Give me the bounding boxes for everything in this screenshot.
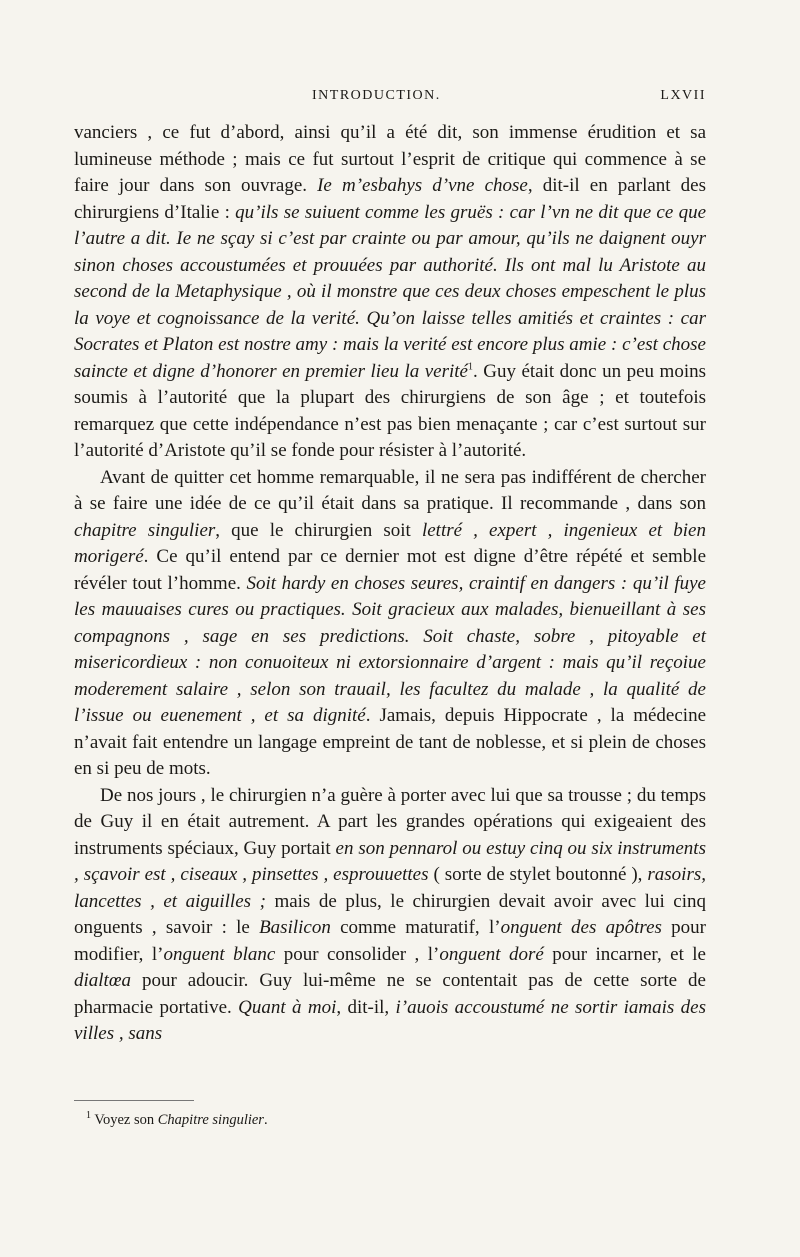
footnote-divider	[74, 1100, 194, 1101]
paragraph-2	[74, 465, 706, 783]
text-run: . Ce qu’il entend par ce dernier mot est digne d’être répété et semble révéler tout l’homme.	[74, 546, 706, 594]
italic-run: dialtœa	[74, 970, 132, 991]
italic-run: onguent blanc	[163, 943, 276, 965]
italic-run: rasoirs, lancettes , et aiguilles ;	[74, 864, 706, 912]
text-run: . Guy était donc un peu moins soumis à l’autorité que la plupart des chirurgiens de son âge ; et toutefois remarquez que cette indépendance n’est pas bien menaçante ; car c’est surtout sur l’autorité d’Aristote qu’il se fonde pour résister à l’autorité.	[74, 360, 706, 461]
text-run: Avant de quitter cet homme remarquable, il ne sera pas indifférent de chercher à se faire une idée de ce qu’il était dans sa pratique. Il recommande , dans son	[74, 466, 706, 514]
italic-run: onguent des apôtres	[500, 917, 662, 938]
text-run: De nos jours , le chirurgien n’a guère à porter avec lui que sa trousse ; du temps de Guy il en était autrement. A part les grandes opérations qui exigeaient des instruments spéciaux, Guy portait	[74, 784, 706, 859]
italic-run: Quant à moi	[238, 996, 337, 1018]
running-title: INTRODUCTION.	[312, 88, 441, 103]
italic-run: onguent doré	[439, 943, 544, 965]
text-run: , que le chirurgien soit	[215, 519, 422, 541]
text-run: pour modifier, l’	[74, 917, 707, 965]
text-run: . Jamais, depuis Hippocrate , la médecine n’avait fait entendre un langage empreint de tant de noblesse, et si plein de choses en si peu de mots.	[74, 705, 706, 779]
text-run: ( sorte de stylet boutonné ),	[428, 864, 648, 885]
footnote-text: Voyez son	[94, 1112, 158, 1128]
italic-run: Basilicon	[259, 917, 331, 938]
italic-run: Ie m’esbahys d’vne chose	[317, 175, 528, 196]
page-header	[74, 88, 706, 112]
footnote-marker: 1	[86, 1110, 91, 1122]
italic-run: i’auois accoustumé ne sortir iamais des villes , sans	[74, 996, 706, 1044]
text-run: , dit-il,	[336, 996, 396, 1018]
page-number: LXVII	[660, 88, 706, 103]
footnote-end: .	[263, 1112, 268, 1128]
text-run: pour adoucir. Guy lui-même ne se contentait pas de cette sorte de pharmacie portative.	[74, 970, 706, 1018]
italic-run: qu’ils se suiuent comme les gruës : car l’vn ne dit que ce que l’autre a dit. Ie ne sçay si c’est par crainte ou par amour, qu’ils ne daignent ouyr sinon choses accoustumées et prouuées par authorité. Ils ont mal lu Aristote au second de la Metaphysique , où il monstre que ces deux choses empeschent le plus la voye et cognoissance de la verité. Qu’on laisse telles amitiés et craintes : car Socrates et Platon est nostre amy : mais la verité est encore plus amie : c’est chose saincte et digne d’honorer en premier lieu la verité	[74, 201, 707, 382]
italic-run: en son pennarol ou estuy cinq ou six instruments , sçavoir est , ciseaux , pinsettes , esprouuettes	[74, 837, 706, 885]
text-run: comme maturatif, l’	[330, 917, 501, 938]
text-run: vanciers , ce fut d’abord, ainsi qu’il a été dit, son immense érudition et sa lumineuse méthode ; mais ce fut surtout l’esprit de critique qui commence à se faire jour dans son ouvrage.	[74, 122, 706, 196]
italic-run: chapitre singulier	[74, 519, 216, 541]
body-text	[74, 120, 706, 1048]
italic-run: Soit hardy en choses seures, craintif en dangers : qu’il fuye les mauuaises cures ou practiques. Soit gracieux aux malades, bienueillant à ses compagnons , sage en ses predictions. Soit chaste, sobre , pitoyable et misericordieux : non conuoiteux ni extorsionnaire d’argent : mais qu’il reçoiue moderement salaire , selon son trauail, les facultez du malade , la qualité de l’issue ou euenement , et sa dignité	[74, 572, 706, 726]
italic-run: lettré , expert , ingenieux et bien morigeré	[74, 519, 706, 567]
footnote-ref: 1	[468, 361, 473, 373]
paragraph-3	[74, 783, 706, 1048]
text-run: pour incarner, et le	[543, 943, 706, 965]
text-run: , dit-il en parlant des chirurgiens d’Italie :	[74, 175, 706, 223]
text-run: pour consolider , l’	[275, 943, 440, 965]
paragraph-1	[74, 120, 706, 465]
footnote	[86, 1112, 686, 1129]
footnote-italic: Chapitre singulier	[157, 1112, 264, 1128]
text-run: mais de plus, le chirurgien devait avoir avec lui cinq onguents , savoir : le	[74, 890, 706, 938]
